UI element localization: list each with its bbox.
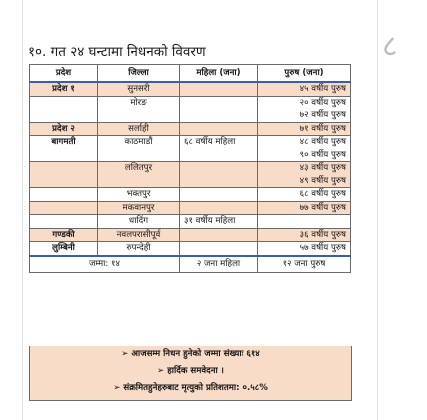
cell-male (258, 201, 351, 215)
cell-male (258, 242, 351, 256)
table-row (30, 201, 351, 215)
male-entry: ७२ वर्षीय पुरुष (299, 110, 346, 120)
male-entry: ४५ वर्षीय पुरुष (299, 84, 346, 94)
total-female: २ जना महिला (180, 256, 258, 273)
male-entry: ४८ वर्षीय पुरुष (299, 137, 346, 147)
header-male: पुरुष (जना) (258, 65, 351, 83)
cell-female (180, 188, 258, 202)
cell-female (180, 136, 258, 162)
death-details-table (29, 64, 351, 273)
header-province: प्रदेश (30, 65, 98, 83)
cell-province: प्रदेश २ (30, 122, 98, 136)
cell-district: मोरङ (98, 96, 180, 122)
cell-district: काठमाडौं (98, 136, 180, 162)
table-row (30, 242, 351, 256)
cell-district: सर्लाही (98, 122, 180, 136)
cell-female (180, 162, 258, 188)
total-male: १२ जना पुरुष (258, 256, 351, 273)
cell-female (180, 82, 258, 96)
cell-province: प्रदेश १ (30, 82, 98, 96)
cell-district: रुपन्देही (98, 242, 180, 256)
cell-male (258, 162, 351, 188)
cell-male (258, 96, 351, 122)
cell-district: सुनसरी (98, 82, 180, 96)
cell-male (258, 188, 351, 202)
male-entry: ४९ वर्षीय पुरुष (299, 175, 346, 186)
cell-district: भक्तपुर (98, 188, 180, 202)
cell-province: लुम्बिनी (30, 242, 98, 256)
cell-province (30, 188, 98, 202)
cell-male (258, 215, 351, 229)
male-entry: ५७ वर्षीय पुरुष (299, 243, 346, 253)
cell-province: बागमती (30, 136, 98, 162)
total-row (30, 256, 351, 273)
male-entry: ७१ वर्षीय पुरुष (299, 123, 346, 134)
table-row (30, 228, 351, 242)
table-row (30, 122, 351, 136)
cell-female (180, 215, 258, 229)
male-entry: २० वर्षीय पुरुष (299, 97, 346, 108)
cell-male (258, 82, 351, 96)
cell-male (258, 122, 351, 136)
cell-province (30, 201, 98, 215)
cell-female (180, 242, 258, 256)
cell-female (180, 201, 258, 215)
male-entry: ९० वर्षीय पुरुष (299, 149, 346, 160)
male-entry: ७७ वर्षीय पुरुष (299, 202, 346, 213)
cell-female (180, 228, 258, 242)
header-district: जिल्ला (98, 65, 180, 83)
table-row (30, 162, 351, 188)
cell-province (30, 215, 98, 229)
table-row (30, 215, 351, 229)
table-row (30, 96, 351, 122)
total-label: जम्मा: १४ (30, 256, 180, 273)
section-heading: १०. गत २४ घन्टामा निधनको विवरण (28, 44, 206, 60)
male-entry: ४३ वर्षीय पुरुष (299, 163, 346, 173)
table-row (30, 136, 351, 162)
table-row (30, 188, 351, 202)
cell-female (180, 122, 258, 136)
cell-district: धादिंग (98, 215, 180, 229)
summary-total-deaths: ➢ आजसम्म निधन हुनेको जम्मा संख्याः ६१४ (121, 349, 260, 359)
cell-district: मकवानपुर (98, 201, 180, 215)
header-female: महिला (जना) (180, 65, 258, 83)
summary-death-rate: ➢ संक्रमितहुनेहरुबाट मृत्युको प्रतिशतमा: ०.५८% (113, 383, 268, 393)
cell-district: नवलपरासीपूर्व (98, 228, 180, 242)
table-header-row (30, 65, 351, 83)
cell-province: गण्डकी (30, 228, 98, 242)
female-entry: ६८ वर्षीय महिला (184, 137, 236, 147)
male-entry: ३६ वर्षीय पुरुष (299, 229, 346, 240)
cell-male (258, 228, 351, 242)
page-number: ८ (382, 29, 398, 64)
cell-male (258, 136, 351, 162)
cell-district: ललितपुर (98, 162, 180, 188)
cell-province (30, 96, 98, 122)
summary-condolence: ➢ हार्दिक समवेदना । (157, 366, 224, 376)
summary-box (29, 346, 352, 401)
cell-female (180, 96, 258, 122)
male-entry: ६८ वर्षीय पुरुष (299, 189, 346, 199)
female-entry: ३१ वर्षीय महिला (184, 216, 236, 226)
cell-province (30, 162, 98, 188)
table-row (30, 82, 351, 96)
